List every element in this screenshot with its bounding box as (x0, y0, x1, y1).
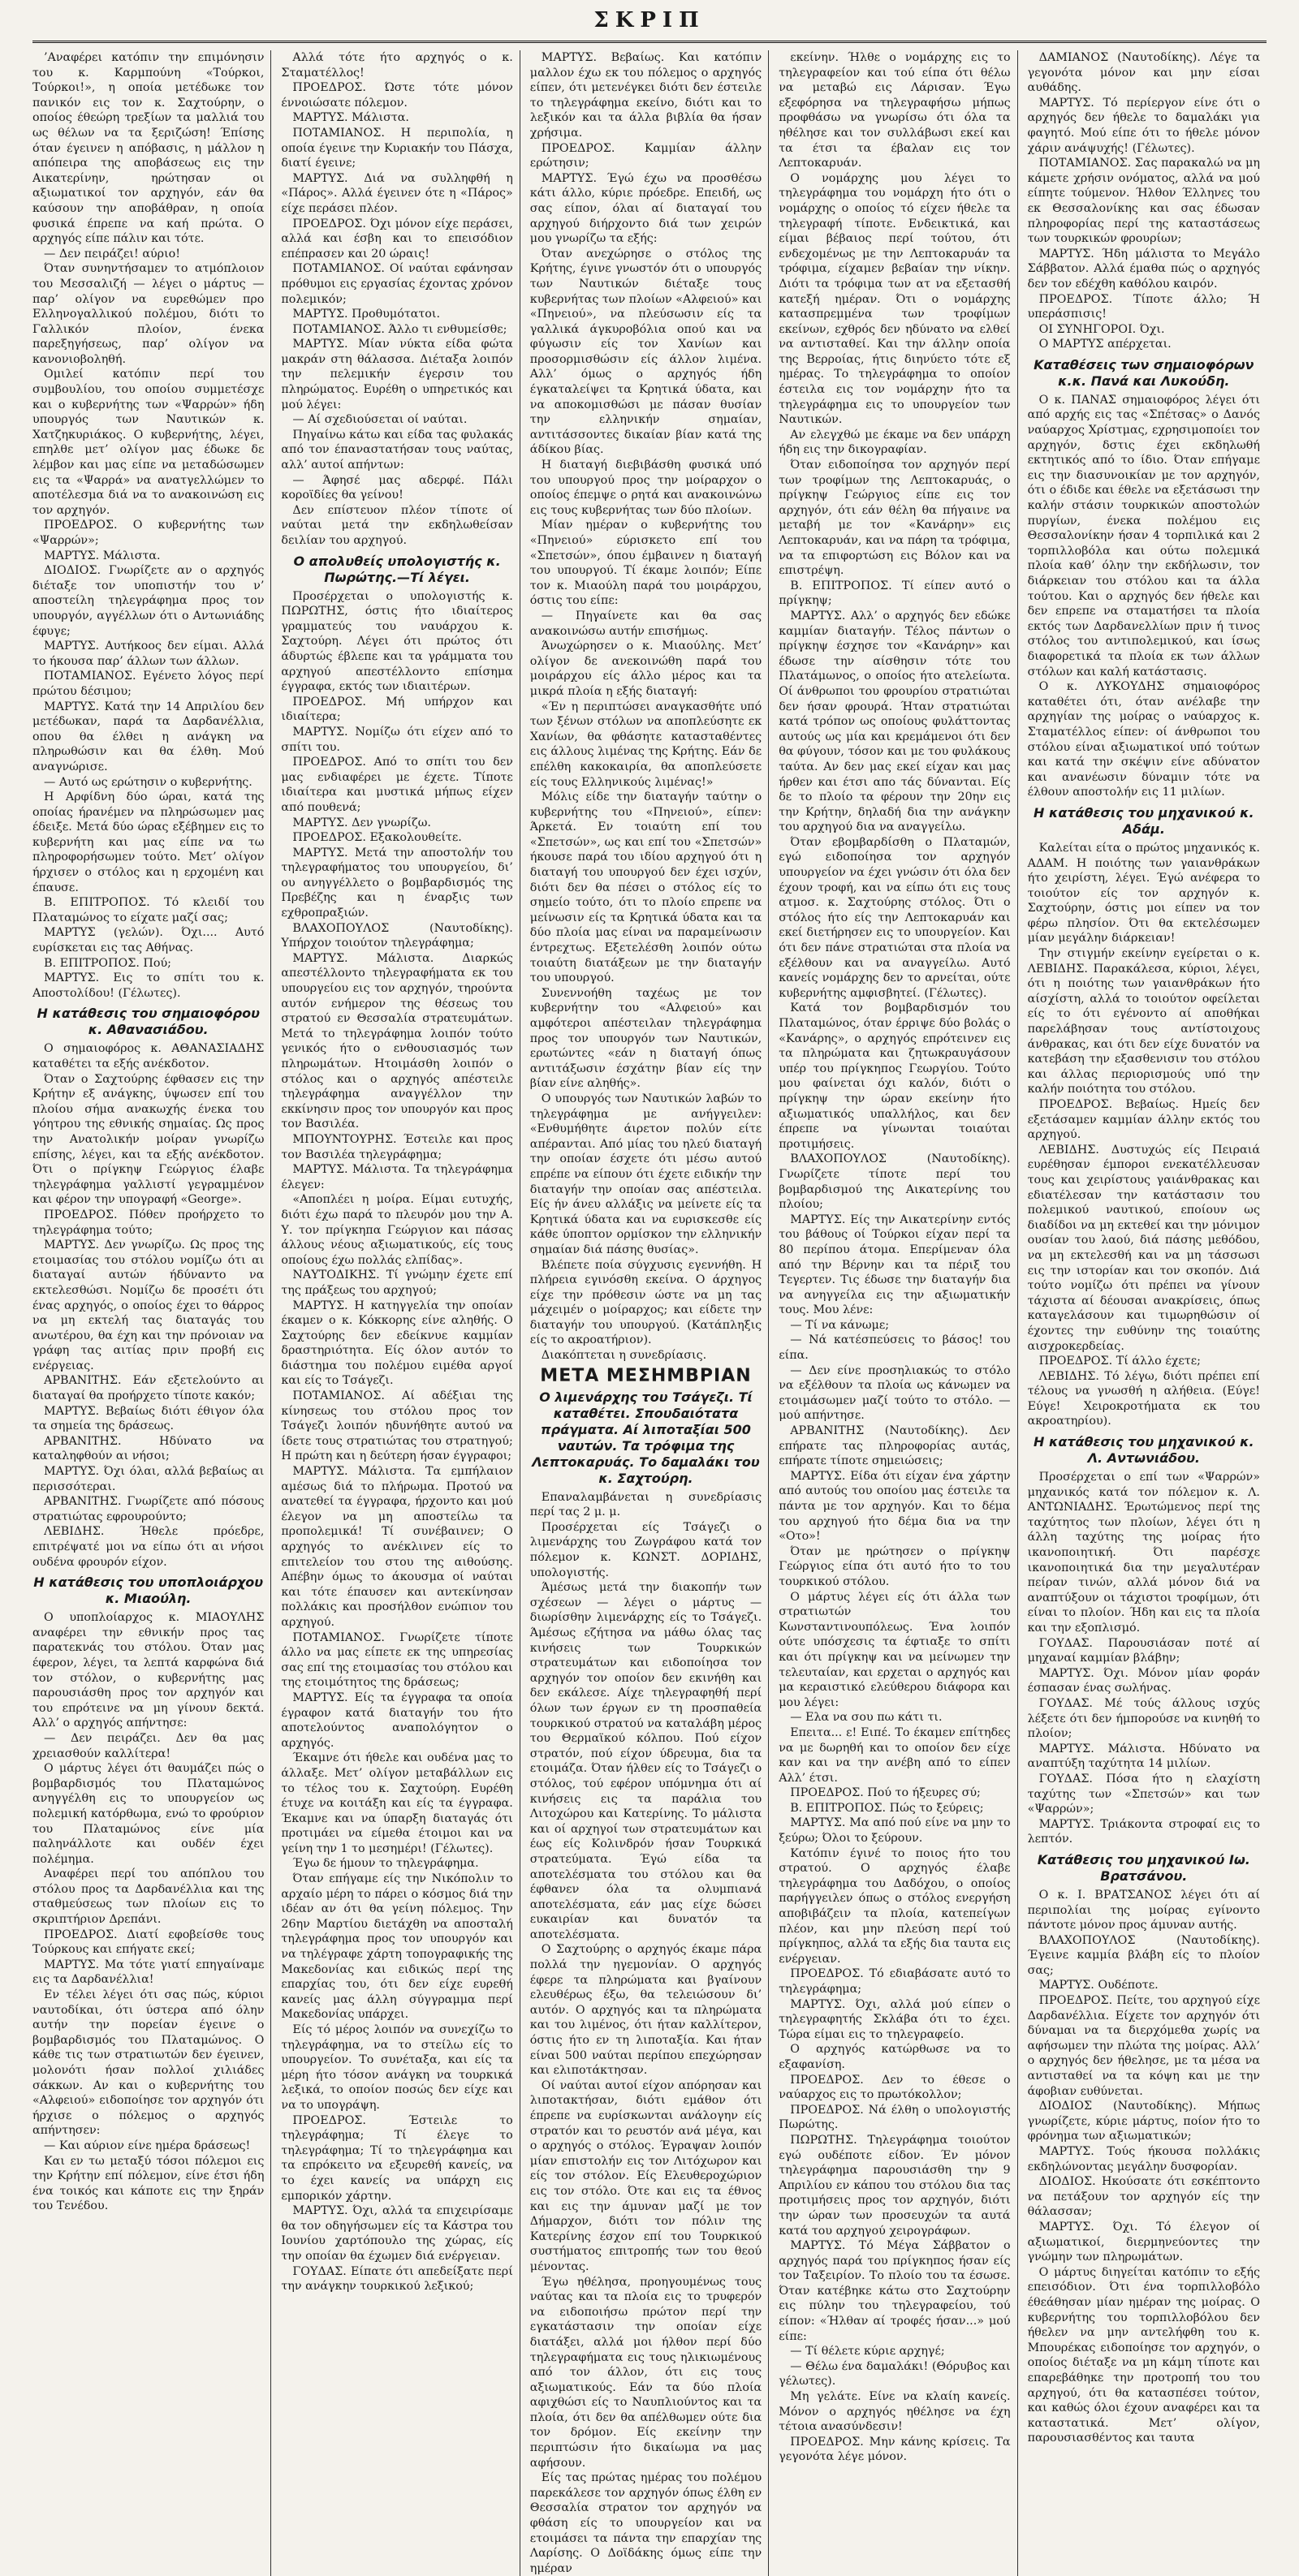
paragraph: Ομιλεί κατόπιν περί του συμβουλίου, του οποίου συμμετέσχε και ο κυβερνήτης των «Ψαρρών» ήδη υπουργός των Ναυτικών κ. Χατζηκυριάκος. Ο κυβερνήτης, λέγει, επηλθε μετ’ ολίγον μας έδωκε δε λέμβον και μας είπε να μεταδώσωμεν εις τα «Ψαρρά» να ανατγελλώμεν το αποτέλεσμα διά να το ανακοινώση εις τον αρχηγόν. (32, 368, 265, 517)
paragraph: ΓΟΥΔΑΣ. Μέ τούς άλλους ισχύς λέξετε ότι δεν ήμπορούσε να κινηθή το πλοίον; (1027, 1696, 1260, 1741)
paragraph: ΠΟΤΑΜΙΑΝΟΣ. Γνωρίζετε τίποτε άλλο να μας είπετε εκ της υπηρεσίας σας επί της ετοιμασίας του στόλου και της ετοιμότητος της δράσεως; (281, 1630, 513, 1690)
paragraph: ΔΙΟΔΙΟΣ (Ναυτοδίκης). Μήπως γνωρίζετε, κύριε μάρτυς, ποίον ήτο το φρόνημα των αξιωματικών; (1027, 2100, 1260, 2143)
paragraph: — Ελα να σου πω κάτι τι. (790, 1711, 943, 1725)
paragraph: «Έν η περιπτώσει αναγκασθήτε υπό των ξένων στόλων να αποπλεύσητε εκ Χανίων, θα φθάσητε κατασταθέντες εις άλλους λιμένας της Κρήτης. Εάν δε επέλθη κακοκαιρία, θα αποπλεύσετε είς τους Ελληνικούς λιμένας!» (529, 700, 762, 789)
paragraph: Β. ΕΠΙΤΡΟΠΟΣ. Τό κλειδί του Πλαταμώνος το είχατε μαζί σας; (32, 896, 265, 924)
paragraph: Β. ΕΠΙΤΡΟΠΟΣ. Πώς το ξεύρεις; (790, 1801, 984, 1815)
paragraph: ΒΛΑΧΟΠΟΥΛΟΣ (Ναυτοδίκης). Υπήρχον τοιούτον τηλεγράφημα; (281, 921, 513, 950)
paragraph: ΝΑΥΤΟΔΙΚΗΣ. Τί γνώμην έχετε επί της πράξεως του αρχηγού; (281, 1269, 513, 1297)
paragraph: ΓΟΥΔΑΣ. Πόσα ήτο η ελαχίστη ταχύτης των «Σπετσών» και των «Ψαρρών»; (1027, 1772, 1260, 1816)
paragraph: ΠΟΤΑΜΙΑΝΟΣ. Εγένετο λόγος περί πρώτου δέσιμου; (32, 670, 265, 698)
paragraph: Ο υπουργός των Ναυτικών λαβών το τηλεγράφημα με ανήγγειλεν: «Ενθυμήθητε άιρετον πολύν είτε απέρανται. Από μίας του ηλεύ διαταγή την οποίαν έσχετε ότι μέσω αυτού επρέπε να είπουν ότι έχετε ειδικήν την διαταγήν την οποίαν σας απέστειλα. Είς ήν άνευ αλλάξις να μείνετε είς τα Κρητικά ύδατα και να ευρισκεσθε είς κάθε ύποπτον ορμίσκον την ελληνικήν σημαίαν διά πάσης θυσίας». (529, 1092, 762, 1256)
paragraph: ΠΟΤΑΜΙΑΝΟΣ. Σας παρακαλώ να μη κάμετε χρήσιν ονόματος, αλλά να μού είπητε τούμενον. Ήλθον Έλληνες του εκ Θεσσαλονίκης και σας έδωσαν πληροφορίας περί της καταστάσεως των τουρκικών φρουρίων; (1027, 157, 1260, 246)
newspaper-page (32, 0, 1267, 2575)
paragraph: ΜΑΡΤΥΣ (γελών). Όχι.... Αυτό ευρίσκεται εις τας Αθήνας. (32, 926, 265, 955)
paragraph: Πηγαίνω κάτω και είδα τας φυλακάς από τον έπαναστατήσαν τους ναύτας, αλλ’ αυτοί απήντων: (281, 428, 513, 472)
paragraph: ΒΛΑΧΟΠΟΥΛΟΣ (Ναυτοδίκης). Γνωρίζετε τίποτε περί του βομβαρδισμού της Αικατερίνης του πλοίου; (779, 1152, 1011, 1212)
section-heading: Η κατάθεσις του μηχανικού κ. Αδάμ. (1034, 804, 1254, 837)
paragraph: ΜΑΡΤΥΣ. Μα από πού είνε να μην το ξεύρω; Όλοι το ξεύρουν. (779, 1816, 1011, 1846)
paragraph: — Αί σχεδιούσεται οί ναύται. (292, 413, 468, 427)
paragraph: — Αυτό ως ερώτησιν ο κυβερνήτης. (44, 775, 252, 789)
paragraph: Είς τας πρώτας ημέρας του πολέμου παρεκάλεσε τον αρχηγόν όπως έλθη εν Θεσσαλία στρατον τον αρχηγόν να φθάση είς το υπουργείον και να ετοιμάσει τα πάντα την επαρχίαν της Λαρίσης. Ο Δοϊδάκης όμως είπε την ημέραν (529, 2471, 762, 2575)
paragraph: ΟΙ ΣΥΝΗΓΟΡΟΙ. Όχι. (1038, 322, 1165, 336)
paragraph: Δεν επίστευον πλέον τίποτε οί ναύται μετά την εκδηλωθείσαν δειλίαν του αρχηγού. (281, 503, 513, 547)
paragraph: ΜΑΡΤΥΣ. Νομίζω ότι είχεν από το σπίτι του. (281, 725, 513, 754)
paragraph: ΜΑΡΤΥΣ. Όχι όλαι, αλλά βεβαίως αι περισσότεραι. (32, 1465, 265, 1493)
paragraph: Συνεννοήθη ταχέως με τον κυβερνήτην του «Αλφειού» και αμφότεροι απέστειλαν τηλεγράφημα προς τον υπουργόν των Ναυτικών, ερωτώντες «εάν η διαταγή όπως αντιτάξωσιν έσχάτην βίαν είς την βίαν είνε αληθής». (529, 986, 762, 1091)
paragraph: Όταν επήγαμε είς την Νικόπολιν το αρχαίο μέρη το πάρει ο κόσμος διά την ιδέαν αν ότι θα γείνη πόλεμος. Την 26ην Μαρτίου διετάχθη να αποσταλή τηλεγράφημα προς τον υπουργόν και να τηλέγραφε χάρτη τοπογραφικής της Μακεδονίας και ειδικώς περί της επαρχίας του, ότι δεν είχε ευρεθή κανείς μας άλλη σύγγραμμα περί Μακεδονίας υπάρχει. (281, 1872, 513, 2022)
paragraph: ΜΑΡΤΥΣ. Προθυμότατοι. (292, 308, 441, 321)
paragraph: Ο κ. Ι. ΒΡΑΤΣΑΝΟΣ λέγει ότι αί περιπολίαι της μοίρας εγίνοντο πάντοτε μόνον προς άμυναν αυτής. (1027, 1888, 1260, 1932)
paragraph: Ο Σαχτούρης ο αρχηγός έκαμε πάρα πολλά την ηγεμονίαν. Ο αρχηγός έφερε τα πληρώματα και βγαίνουν ελευθέρως έξω, θα τελειώσουν δι’ αυτόν. Ο αρχηγός και τα πληρώματα και του λιμένος, ότι ήταν καλλίτερον, όστις ήτο εν τη λιποταξία. Και ήταν είναι 500 ναύται περίπου επεχώρησαν και ελιποτάκτησαν. (529, 1943, 762, 2078)
paragraph: ΜΑΡΤΥΣ. Βεβαίως διότι έθιγον όλα τα σημεία της δράσεως. (32, 1404, 265, 1433)
paragraph: ΓΟΥΔΑΣ. Παρουσιάσαν ποτέ αί μηχαναί καμμίαν βλάβην; (1027, 1636, 1260, 1665)
paragraph: «Αποπλέει η μοίρα. Είμαι ευτυχής, διότι έχω παρά το πλευρόν μου την Α. Υ. τον πρίγκηπα Γεώργιον και πάσας άλλους νέους αξιωματικούς, είς τους οποίους έχω πολλάς ελπίδας». (281, 1193, 513, 1267)
paragraph: ΑΡΒΑΝΙΤΗΣ. Γνωρίζετε από πόσους στρατιώτας εφρουρούντο; (32, 1495, 265, 1523)
section-heading: Η κατάθεσις του σημαιοφόρου κ. Αθανασιάδου. (37, 1006, 260, 1038)
paragraph: Όταν με ηρώτησεν ο πρίγκηψ Γεώργιος είπα ότι αυτό ήτο το του τουρκικού στόλου. (779, 1544, 1011, 1588)
paragraph: ΜΑΡΤΥΣ. Ήδη μάλιστα το Μεγάλο Σάββατον. Αλλά έμαθα πώς ο αρχηγός δεν τον εδέχθη καθόλου καιρόν. (1027, 247, 1260, 291)
paragraph: ΜΑΡΤΥΣ. Η κατηγγελία την οποίαν έκαμεν ο κ. Κόκκορης είνε αληθής. Ο Σαχτούρης δεν εδείκνυε καμμίαν δραστηριότητα. Είς όλον αυτόν το διάστημα του πολέμου ειμέθα αργοί και είς το Τσάγεζι. (281, 1299, 513, 1388)
section-heading: Ο λιμενάρχης του Τσάγεζι. Τί καταθέτει. Σπουδαιότατα πράγματα. Αί λιποταξίαι 500 ναυτών. Τα τρόφιμα της Λεπτοκαρυάς. Το δαμαλάκι του κ. Σαχτούρη. (532, 1389, 760, 1486)
paragraph: Β. ΕΠΙΤΡΟΠΟΣ. Τί είπεν αυτό ο πρίγκηψ; (779, 579, 1011, 608)
paragraph: ΠΡΟΕΔΡΟΣ. Ώστε τότε μόνον έννοιώσατε πόλεμον. (281, 81, 513, 110)
masthead (32, 0, 1267, 47)
paragraph: ΜΑΡΤΥΣ. Έγώ έχω να προσθέσω κάτι άλλο, κύριε πρόεδρε. Επειδή, ως σας είπον, όλαι αί διαταγαί του αρχηγού διήρχοντο διά των χειρών μου γνωρίζω τα εξής: (529, 171, 762, 246)
paragraph: Κατά τον βομβαρδισμόν του Πλαταμώνος, όταν έρριψε δύο βολάς ο «Κανάρης», ο αρχηγός επρότεινεν εις τα πληρώματα και ζητωκραυγάσουν υπέρ του πρίγκηπος Γεωργίου. Τούτο μου φαίνεται όχι καλόν, διότι ο πρίγκηψ την ώραν εκείνην ήτο αξιωματικός υπαλλήλος, και δεν έπρεπε να γίνωνται τοιαύται προτιμήσεις. (779, 1002, 1011, 1151)
paragraph: Άμέσως μετά την διακοπήν των σχέσεων — λέγει ο μάρτυς — διωρίσθην λιμενάρχης είς το Τσάγεζι. Άμέσως εζήτησα να μάθω όλας τας κινήσεις των Τουρκικών στρατευμάτων και ειδοποίησα τον αρχηγόν τον οποίον δεν εκινήθη και δεν εκάλεσε. Αίχε τηλεγραφηθή περί όλων των έργων εν τη προσπαθεία τουρκικού στρατού να καταλάβη μέρος του Θερμαϊκού κόλπου. Πού είχον στρατόν, πού είχον ύδρευμα, δια τα ετοιμάζα. Όταν ήλθεν είς το Τσάγεζι ο στόλος, τού εφέρον υπόμνημα ότι αί κινήσεις εις τα παράλια του Λιτοχώρου και Κατερίνης. Το μάλιστα και οί αρχηγοί των στρατευμάτων και έως είς Κολινδρόν ήσαν Τουρκικά στρατεύματα. Έγώ είδα τα αποτελέσματα του στόλου και θα έφθανεν όλα τα ολυμπιανά αποτελέσματα, εάν μας είχε δώσει ευκαιρίαν και δυνατόν τα αποτελέσματα. (529, 1581, 762, 1941)
paragraph: Ο νομάρχης μου λέγει το τηλεγράφημα του νομάρχη ήτο ότι ο νομάρχης ο οποίος τό είχεν ήθελε τα τηλεγραφή τίποτε. Ενδεικτικά, και είμαι βέβαιος περί τούτου, ότι ενδεχομένως με την Λεπτοκαρυάν τα τρόφιμα, είχαμεν βεβαίαν την νίκην. Διότι τα τρόφιμα των ατ να εξετασθή κατεξή ημέραν. Ότι ο νομάρχης κατασπρεμμένα των τροφίμων εκείνων, εχθρός δεν ηδύνατο να ελθεί να αντισταθεί. Και την άλλην οποία της Βερροίας, ήτις διηνύετο τότε εξ ημέρας. Το τηλεγράφημα το οποίον έστειλα εις τον νομάρχην ήτο τα τηλεγράφημα εις το υπουργείον των Ναυτικών. (779, 171, 1011, 427)
paragraph: ΜΑΡΤΥΣ. Τριάκοντα στροφαί εις το λεπτόν. (1027, 1817, 1260, 1846)
paragraph: Ο κ. ΛΥΚΟΥΔΗΣ σημαιοφόρος καταθέτει ότι, όταν ανέλαβε την αρχηγίαν της μοίρας ο ναύαρχος κ. Σταματέλλος είπεν: οί άνθρωποι του στόλου είναι αξιωματικοί υπό τούτων και κατά την σκέψιν είνε αδύνατον και ανανέωσιν δύναμιν τότε να έλθουν αποστολήν εις 11 μιλίων. (1027, 680, 1260, 799)
paragraph: ΠΡΟΕΔΡΟΣ. Τό εδιαβάσατε αυτό το τηλεγράφημα; (779, 1967, 1011, 1996)
paragraph: — Νά κατέσπεύσεις το βάσος! του είπα. (779, 1333, 1011, 1363)
paragraph: Επειτα... ε! Ειπέ. Το έκαμεν επίτηδες να με δωρηθή και το οποίον δεν είχε καν και να την ανέβη από το είπεν Αλλ’ έτσι. (779, 1725, 1011, 1785)
section-heading: Καταθέσεις των σημαιοφόρων κ.κ. Πανά και Λυκούδη. (1034, 356, 1254, 389)
paragraph: ΜΑΡΤΥΣ. Τούς ήκουσα πολλάκις εκδηλώνοντας μεγάλην δυσφορίαν. (1027, 2145, 1260, 2173)
paragraph: ΜΑΡΤΥΣ. Κατά την 14 Απριλίου δεν μετέδωκαν, παρά τα Δαρδανέλλια, οπου θα έλθει η ανάγκη να πληρωθώσιν και θα έλθη. Μού αναγνώρισε. (32, 700, 265, 773)
paragraph: Αλλά τότε ήτο αρχηγός ο κ. Σταματέλλος! (281, 51, 513, 80)
paragraph: ΜΑΡΤΥΣ. Τό περίεργον είνε ότι ο αρχηγός δεν ήθελε το δαμαλάκι για φαγητό. Μού είπε ότι το ήθελε μόνον χάριν ανάψυχής! (Γέλωτες). (1027, 96, 1260, 155)
section-heading: Η κατάθεσις του υποπλοιάρχου κ. Μιαούλη. (33, 1574, 264, 1607)
paragraph: Ο αρχηγός κατώρθωσε να το εξαφανίση. (779, 2043, 1011, 2071)
paragraph: — Δεν πειράζει! αύριο! (44, 247, 181, 261)
paragraph: ΔΙΟΔΙΟΣ. Γνωρίζετε αν ο αρχηγός διέταξε τον υποπιστήν του ν’ αποστείλη τηλεγράφημα προς τον υπουργόν, αγγέλλων ότι ο Αντωνιάδης έφυγε; (32, 564, 265, 638)
paragraph: Όταν ειδοποίησα τον αρχηγόν περί των τροφίμων της Λεπτοκαρυάς, ο πρίγκηψ Γεώργιος είπε εις τον αρχηγόν, ότι εάν θέλη θα πήγαινε να μεταβή με τον «Κανάρην» εις Λεπτοκαρυάν, και να πάρη τα τρόφιμα, να τα επιφορτώση εις Βόλον και να επιστρέψη. (779, 459, 1011, 578)
paragraph: Οί ναύται αυτοί είχον απόρησαν και λιποτακτήσαν, διότι εμάθον ότι έπρεπε να ευρίσκωνται ανάλογην είς στρατόν και το ρευστόν ανά μέγα, και ο αρχηγός ο στόλος. Έγραψαν λοιπόν μίαν επιστολήν εις τον Λιτόχωρον και είς τον στόλον. Είς Ελευθεροχώριον εις τον στόλο. Ότε και εις τα έθνος και εις την άμυναν μαζί με τον Δήμαρχον, διότι τον πόλιν της Κατερίνης έσχον επί του Τουρκικού συστήματος επιτροπής των του θεού μένοντας. (529, 2078, 762, 2273)
paragraph: ΜΑΡΤΥΣ. Είδα ότι είχαν ένα χάρτην από αυτούς του οποίου μας έστειλε τα πάντα με τον αρχηγόν. Και το δέμα του αρχηγού ήτο δέμα δια να την «Οτο»! (779, 1469, 1011, 1544)
paragraph: ΜΑΡΤΥΣ. Μα τότε γιατί επηγαίναμε εις τα Δαρδανέλλια! (32, 1958, 265, 1987)
paragraph: — Και αύριον είνε ημέρα δράσεως! (44, 2139, 251, 2152)
paragraph: ΜΑΡΤΥΣ. Δεν γνωρίζω. Ως προς της ετοιμασίας του στόλου νομίζω ότι αι διαταγαί αυτών ήδύναντο να εκτελεσθώσι. Νομίζω δε προσέτι ότι ένας αρχηγός, ο οποίος έχει το θάρρος να μη εκτελή τας διαταγάς του ανωτέρου, θα έχη και την πρόνοιαν να γράφη τας αιτίας πριν προβή εις ενέργειας. (32, 1238, 265, 1372)
column-4 (779, 50, 1017, 2576)
paragraph: Διακόπτεται η συνεδρίασις. (541, 1349, 707, 1363)
section-heading: Η κατάθεσις του μηχανικού κ. Λ. Αντωνιάδου. (1034, 1434, 1254, 1467)
paragraph: Καλείται είτα ο πρώτος μηχανικός κ. ΑΔΑΜ. Η ποιότης των γαιανθράκων ήτο χειρίστη, λέγει. Έγώ ανέφερα το τοιούτον είς τον αρχηγόν κ. Σαχτούρην, όστις μοι είπεν να τον φέρω πλησίον. Ότι θα εκτελέσωμεν μίαν μεγάλην διάρκειαν! (1027, 841, 1260, 946)
paragraph: Βλέπετε ποία σύγχυσις εγεννήθη. Η πλήρεια εγινόσθη εκείνα. Ο άρχηγος είχε την πρόθεσιν ώστε να μη τας μάχειμέν ο μοίραρχος; και είδετε την διαταγήν του υπουργού. (Κατάπληξις είς το ακροατήριον). (529, 1258, 762, 1347)
paragraph: ΜΑΡΤΥΣ. Μάλιστα. Διαρκώς απεστέλλοντο τηλεγραφήματα εκ του υπουργείου εις τον αρχηγόν, τηρούντα αυτόν ενήμερον της θέσεως του στρατού εν Θεσσαλία στρατευμάτων. Μετά το τηλεγράφημα λοιπόν τούτο γενικός ήτο ο ενθουσιασμός των πληρωμάτων. Ητοιμάσθη λοιπόν ο στόλος και ο αρχηγός απέστειλε τηλεγράφημα αναγγέλλον την εκκίνησιν προς τον υπουργόν και προς τον Βασιλέα. (281, 951, 513, 1131)
paragraph: ΜΑΡΤΥΣ. Όχι, αλλά τα επιχειρίσαμε θα τον οδηγήσωμεν είς τα Κάστρα του Ιουνίου χαρτόπουλο της χώρας, είς την οποίαν θα έχωμεν διά ενέργειαν. (281, 2204, 513, 2263)
paragraph: ΜΑΡΤΥΣ. Είς τα έγγραφα τα οποία έγραφον κατά διαταγήν του ήτο αποτελούντος αναπολόγητον ο αρχηγός. (281, 1691, 513, 1750)
paragraph: Ο μάρτυς διηγείται κατόπιν το εξής επεισόδιον. Ότι ένα τορπιλλοβόλο έθεάθησαν μίαν ημέραν της μοίρας. Ο κυβερνήτης του τορπιλλοβόλου δεν ήθελεν να μην αντελήφθη του κ. Μπουρέκας ειδοποίησε τον αρχηγόν, ο οποίος διέταξε να μη κάμη τίποτε και επαρεβάθηκε την προτροπή του του αρχηγού, ότι θα κατασπέσει τούτον, και καθώς όλοι έχουν αναφέρει και τα καταστατικά. Μετ’ ολίγον, παρουσιασθέντος και ταυτα (1027, 2265, 1260, 2445)
paragraph: ΜΑΡΤΥΣ. Διά να συλληφθή η «Πάρος». Αλλά έγεινεν ότε η «Πάρος» είχε περάσει πλέον. (281, 171, 513, 215)
paragraph: ΠΡΟΕΔΡΟΣ. Μην κάνης κρίσεις. Τα γεγονότα λέγε μόνον. (779, 2435, 1011, 2464)
paragraph: — Άφησέ μας αδερφέ. Πάλι κοροϊδίες θα γείνου! (281, 473, 513, 502)
paragraph: ΜΑΡΤΥΣ. Μάλιστα. Τα τηλεγράφημα έλεγεν: (281, 1163, 513, 1191)
paragraph: ΠΡΟΕΔΡΟΣ. Έστειλε το τηλεγράφημα; Τί έλεγε το τηλεγράφημα; Τί το τηλεγράφημα και τα επρόκειτο να εξευρεθή κανείς, να το έχει κανείς να υπάρχη εις εμπορικόν χάρτην. (281, 2113, 513, 2203)
paragraph: ΔΑΜΙΑΝΟΣ (Ναυτοδίκης). Λέγε τα γεγονότα μόνον και μην είσαι αυθάδης. (1027, 51, 1260, 95)
paragraph: ΜΑΡΤΥΣ. Μάλιστα. (292, 111, 409, 125)
section-heading: Κατάθεσις του μηχανικού Ιω. Βρατσάνου. (1037, 1851, 1250, 1884)
paragraph: — Τί θέλετε κύριε αρχηγέ; (790, 2345, 945, 2358)
paragraph: ΜΑΡΤΥΣ. Εις το σπίτι του κ. Αποστολίδου! (Γέλωτες). (32, 971, 265, 1000)
paragraph: Προσέρχεται είς Τσάγεζι ο λιμενάρχης του Ζωγράφου κατά τον πόλεμον κ. ΚΩΝΣΤ. ΔΟΡΙΔΗΣ, υπολογιστής. (529, 1520, 762, 1579)
paragraph: Ο υποπλοίαρχος κ. ΜΙΑΟΥΛΗΣ αναφέρει την εθνικήν προς τας παρατεκνάς του στόλου. Όταν μας έφερον, λέγει, τα λεπτά καρφώνα διά τον στόλον, ο κυβερνήτης μας παρουσιάσθη προς τον αρχηγόν και του επρότεινε να μη γίνουν δεκτά. Αλλ’ ο αρχηγός απήντησε: (32, 1611, 265, 1730)
paragraph: Όταν ο Σαχτούρης έφθασεν εις την Κρήτην εξ ανάγκης, ύψωσεν επί του πλοίου σήμα ανακωχής ένεκα του γόητρου της εθνικής σημαίας. Ως προς την Ανατολικήν μοίραν γνωρίζω επίσης, λέγει, και τα εξής ανέκδοτον. Ότι ο πρίγκηψ Γεώργιος έλαβε τηλεγράφημα γαλλιστί γεγραμμένον και φέρον την υπογραφή «George». (32, 1072, 265, 1207)
paragraph: Επαναλαμβάνεται η συνεδρίασις περί τας 2 μ. μ. (529, 1490, 762, 1519)
paragraph: ΛΕΒΙΔΗΣ. Ήθελε πρόεδρε, επιτρέψατέ μοι να είπω ότι αι νήσοι ουδένα φρουρόν είχον. (32, 1525, 265, 1569)
article-columns (32, 50, 1267, 2575)
paragraph: ΜΑΡΤΥΣ. Μάλιστα. Τα εμπήλαιον αμέσως διά το πλήρωμα. Προτού να ανατεθεί τα έγγραφα, ήρχοντο και μού έλεγον να μη αποστείλω τα προπολεμικά! Τί συνέβαινεν; Ο αρχηγός το ανέκλινεν είς το επιτελείον του στου της αιθούσης. Απέβην όμως το άκουσμα οί ναύται και τότε έπαυσεν και αντεκίνησαν πολλάκις και προσήλθον ενώπιον του αρχηγού. (281, 1465, 513, 1629)
paragraph: Όταν ανεχώρησε ο στόλος της Κρήτης, έγινε γνωστόν ότι ο υπουργός των Ναυτικών διέταξε τους κυβερνήτας των πλοίων «Αλφειού» και «Πηνειού», να πλεύσωσιν είς τα γαλλικά άγκυροβόλια οπού και να φύγωσιν είς τον Χανίων και προσορμισθώσιν είς άλλον λιμένα. Αλλ’ όμως ο αρχηγός ήδη έγκαταλείψει τα Κρητικά ύδατα, και να αποκομισθώσι με πάσαν θυσίαν την ελληνικήν σημαίαν, αντιτάσσοντες δικαίαν βίαν κατά της άδίκου βίας. (529, 247, 762, 457)
section-heading: ΜΕΤΑ ΜΕΣΗΜΒΡΙΑΝ (540, 1365, 752, 1386)
paragraph: Ο μάρτυς λέγει είς ότι άλλα των στρατιωτών του Κωνσταντινουπόλεως. Ένα λοιπόν ούτε υπόσχεσις τα έφτιαξε το σπίτι και ότι πρίγκηψ και να μείνωμεν την τελευταίαν, και ερχεται ο αρχηγός και μα κεραιστικό ελεύθερου διάφορα και μου λέγει: (779, 1590, 1011, 1709)
paragraph: Ο μάρτυς λέγει ότι θαυμάζει πώς ο βομβαρδισμός του Πλαταμώνος ανηγγέλθη εις το υπουργείον ως πολεμική κατόρθωμα, ενώ το φρούριον του Πλαταμώνος είνε μία παληνάλλοτε και ουδέν έχει πολέμημα. (32, 1762, 265, 1866)
column-5 (1028, 50, 1267, 2576)
paragraph: — Πηγαίνετε και θα σας ανακοινώσω αυτήν επισήμως. (529, 609, 762, 638)
paragraph: Έκαμνε ότι ήθελε και ουδένα μας το άλλαξε. Μετ’ ολίγον μεταβάλλων εις το τέλος του κ. Σαχτούρη. Ευρέθη έτυχε να κοιτάξη και είς τα έγγραφα. Έκαμνε και να ύπαρξη διαταγάς ότι προτιμάει να είμεθα έτοιμοι και να γείνη την 1 το μεσημέρι! (Γέλωτες). (281, 1751, 513, 1855)
paragraph: ΠΟΤΑΜΙΑΝΟΣ. Αί αδέξιαι της κίνησεως του στόλου προς τον Τσάγεζι λοιπόν ηδυνήθητε αυτού να ίδετε τους στρατιώτας του στρατηγού; Η πρώτη και η δεύτερη ήσαν έγγραφοι; (281, 1389, 513, 1463)
paragraph: Κατόπιν έγινέ το ποιος ήτο του στρατού. Ο αρχηγός έλαβε τηλεγράφημα του Δαδόχου, ο οποίος παρήγγειλεν όπως ο στόλος ενεργήση αποβιβάζειν τα πλοία, κατεπείγων πλέον, και μην πλεύση περί τού πρίγκηπος, αλλά τα εξής δια ταυτα εις ενέργειαν. (779, 1846, 1011, 1966)
paragraph: ΠΡΟΕΔΡΟΣ. Εξακολουθείτε. (292, 831, 462, 845)
paragraph: Έγω δε ήμουν το τηλεγράφημα. (292, 1857, 479, 1871)
paragraph: ΜΑΡΤΥΣ. Όχι. Τό έλεγον οί αξιωματικοί, διερμηνεύοντες την γνώμην των πληρωμάτων. (1027, 2220, 1260, 2264)
paragraph: Όταν εβομβαρδίσθη ο Πλαταμών, εγώ ειδοποίησα τον αρχηγόν υπουργείον να έχει γνώσιν ότι όλα δεν έχουν τροφή, και να είπω ότι εις τους ατμοσ. κ. Σαχτούρης στόλος. Ότι ο στόλος ήτο είς την Λεπτοκαρυάν και εκεί διετήρησεν εις το υπουργείον. Και ότι δεν πάνε στρατιώται στα πλοία να εξέλθουν και να αναγγείλω. Αυτό κανείς νομάρχης δεν το αρνείται, ούτε κυβερνήτης αμφισβητεί. (Γέλωτες). (779, 835, 1011, 1000)
paragraph: — Τί να κάνωμε; (790, 1318, 890, 1332)
paragraph: Και εν τω μεταξύ τόσοι πόλεμοι εις την Κρήτην επί πόλεμον, είνε έτσι ήδη ένα τοικός και κάποτε εις την ξηράν του Τενέδου. (32, 2154, 265, 2213)
paragraph: ΠΡΟΕΔΡΟΣ. Τί άλλο έχετε; (1038, 1355, 1201, 1368)
paragraph: Η διαταγή διεβιβάσθη φυσικά υπό του υπουργού προς την μοίραρχον ο οποίος έπεμψε ο ρητά και ανακοινώνω εις τους κυβερνήτας των δύο πλοίων. (529, 459, 762, 517)
paragraph: ΜΑΡΤΥΣ. Δεν γνωρίζω. (292, 816, 431, 829)
paragraph: Ο ΜΑΡΤΥΣ απέρχεται. (1038, 338, 1172, 351)
header-rule (32, 41, 1267, 43)
paragraph: ΠΟΤΑΜΙΑΝΟΣ. Η περιπολία, η οποία έγεινε την Κυριακήν του Πάσχα, διατί έγεινε; (281, 126, 513, 170)
section-heading: Ο απολυθείς υπολογιστής κ. Πωρώτης.—Τί λέγει. (293, 553, 501, 585)
paragraph: ΑΡΒΑΝΙΤΗΣ. Εάν εξετελούντο αι διαταγαί θα προήρχετο τίποτε κακόν; (32, 1374, 265, 1403)
paragraph: ΠΡΟΕΔΡΟΣ. Πόθεν προήρχετο το τηλεγράφημα τούτο; (32, 1208, 265, 1237)
paragraph: Η Αρφίδνη δύο ώραι, κατά της οποίας ήρανέμεν να πληρώσωμεν μας έδειξε. Μετά δύο ώρας εξέβημεν εις το κυβερνήτη και μας είπε να τω πληροφορήσωμεν τούτο. Μετ’ ολίγον ήρχισεν ο στόλος και η ερχομένη και έπαυσε. (32, 790, 265, 894)
paragraph: ΠΡΟΕΔΡΟΣ. Πείτε, του αρχηγού είχε Δαρδανέλλια. Είχετε τον αρχηγόν ότι δύναμαι να τα διερχόμεθα χωρίς να αφήσωμεν την πλώτα της μοίρας. Αλλ’ ο αρχηγός δεν ήθελησε, με τα μέσα να αντισταθεί να τα κόψη και με την άφοβιαν ευθύνεται. (1027, 1994, 1260, 2098)
paragraph: ΠΟΤΑΜΙΑΝΟΣ. Άλλο τι ενθυμείσθε; (292, 322, 507, 336)
paragraph: ΜΑΡΤΥΣ. Μετά την αποστολήν του τηλεγραφήματος του υπουργείου, δι’ ου ανηγγέλλετο ο βομβαρδισμός της Πρεβέζης και η έναρξις των εχθροπραξιών. (281, 846, 513, 920)
paragraph: ΜΑΡΤΥΣ. Μάλιστα. (44, 549, 161, 562)
paragraph: Μίαν ημέραν ο κυβερνήτης του «Πηνειού» εύρισκετο επί του «Σπετσών», όπου έμβαινεν η διαταγή του υπουργού. Τί έκαμε λοιπόν; Είπε τον κ. Μιαούλη παρά του μοιράρχου, όστις του είπε: (529, 519, 762, 608)
paragraph: ΠΟΤΑΜΙΑΝΟΣ. Οί ναύται εφάνησαν πρόθυμοι εις εργασίας έχοντας χρόνον πολεμικόν; (281, 262, 513, 306)
paragraph: ΠΡΟΕΔΡΟΣ. Διατί εφοβείσθε τους Τούρκους και επήγατε εκεί; (32, 1928, 265, 1957)
paragraph: Αν ελεγχθώ με έκαμε να δεν υπάρχη ήδη εις την δικογραφίαν. (779, 428, 1011, 457)
paragraph: ΜΑΡΤΥΣ. Ουδέποτε. (1038, 1979, 1159, 1992)
paragraph: ΑΡΒΑΝΙΤΗΣ. Ηδύνατο να καταληφθούν αι νήσοι; (32, 1434, 265, 1463)
paragraph: ΛΕΒΙΔΗΣ. Δυστυχώς είς Πειραιά ευρέθησαν έμποροι ενεκατέλλευσαν τους και χειρίστους γαιάνθρακας και εδιατέλεσαν την κατάστασιν του πολεμικού ναυτικού, εποίουν ως διαδίδοι να μη εκτεθεί και την μόνιμον ουσίαν του λαού, διά πάσης μεθόδου, να μη εκτελεσθή και να μη τάσσωσι εις την ιστορίαν και τον σκοπόν. Διά τούτο νομίζω ότι πρέπει να γίνουν τάχιστα αί δέουσαι ανακρίσεις, όπως καταγελάσουν και τιμωρηθώσιν οί έχοντες την ευθύνην της τοιαύτης αισχροκερδείας. (1027, 1143, 1260, 1353)
paragraph: ΠΡΟΕΔΡΟΣ. Δεν το έθεσε ο ναύαρχος εις το πρωτόκολλον; (779, 2073, 1011, 2102)
paragraph: Αναφέρει περί του απόπλου του στόλου προς τα Δαρδανέλλια και της σταθμεύσεως των πλοίων εις το σκριπτήριον Δρεπάνι. (32, 1867, 265, 1927)
paragraph: ΠΡΟΕΔΡΟΣ. Νά έλθη ο υπολογιστής Πωρώτης. (779, 2103, 1011, 2132)
paragraph: Προσέρχεται ο υπολογιστής κ. ΠΩΡΩΤΗΣ, όστις ήτο ιδιαίτερος γραμματεύς του ναυάρχου κ. Σαχτούρη. Λέγει ότι πρώτος ότι άδυρτώς έβλεπε και τα γράμματα του αρχηγού απεστέλλοντο επίσημα έγγραφα, εκτός των ιδιαιτέρων. (281, 589, 513, 694)
column-2 (281, 50, 520, 2576)
paragraph: Έγω ηθέλησα, προηγουμένως τους ναύτας και τα πλοία εις το τρυφερόν να ειδοποιήσω πρώτον περί την εγκατάστασιν την οποίαν είχε διατάξει, αλλά μοι ήλθον περί δύο τηλεγραφήματα εις τους ηλικιωμένους από τον άλλον, ότι εις τους αξιωματικούς. Εάν τα δύο πλοία αφιχθώσι είς το Ναυπλιούντος και τα πλοία, ότι δεν θα απέλθωμεν ούτε δια τον δρόμον. Είς εκείνην την περιπτώσιν ήτο δικαίωμα να μας αφήσουν. (529, 2275, 762, 2470)
paragraph: ΜΠΟΥΝΤΟΥΡΗΣ. Έστειλε και προς τον Βασιλέα τηλεγράφημα; (281, 1132, 513, 1161)
paragraph: Είς τό μέρος λοιπόν να συνεχίζω το τηλεγράφημα, να το στείλω είς το υπουργείον. Το συνέταξα, και είς τα μέρη ήτο τόσον ανάγκη να τουρκικά λεξικά, το οποίον ποσώς δεν είχε και να το υπογράψη. (281, 2023, 513, 2112)
paragraph: Μόλις είδε την διαταγήν ταύτην ο κυβερνήτης του «Πηνειού», είπεν: Άρκετά. Εν τοιαύτη επί του «Σπετσών», ως και επί του «Σπετσών» ήκουσε παρά του ιδίου αρχηγού ότι η διαταγή του υπουργού δεν έχει ισχύν, διότι δεν θα πέσει ο στόλος είς το σημείο τούτο, ότι το πλοίο επρεπε να μείνωσιν είς τα Κρητικά ύδατα και τα δύο πλοία μας είναι να παραμείνωσιν έντρεχτως. Εξετελέσθη λοιπόν ούτω τοιαύτη διατάξεων με την διαταγήν του υπουργού. (529, 790, 762, 985)
paragraph: ΠΩΡΩΤΗΣ. Τηλεγράφημα τοιούτον εγώ ουδέποτε είδον. Έν μόνον τηλεγράφημα παρουσιάσθη την 9 Απριλίου εν κάπου του στόλου δια τας προτιμήσεις προς τον αρχηγόν, διότι την ώραν των προσευχών τα αυτά κατά του αρχηγού χειρογράφων. (779, 2133, 1011, 2238)
paragraph: ΔΙΟΔΙΟΣ. Ηκούσατε ότι εσκέπτοντο να πετάξουν τον αρχηγόν είς την θάλασσαν; (1027, 2175, 1260, 2219)
paragraph: ΜΑΡΤΥΣ. Όχι. Μόνον μίαν φοράν έσπασαν ένας σωλήνας. (1027, 1666, 1260, 1695)
page-header: ΣΚΡΙΠ (593, 8, 706, 32)
paragraph: ΜΑΡΤΥΣ. Τό Μέγα Σάββατον ο αρχηγός παρά του πρίγκηπος ήσαν είς τον Ταξειρίον. Το πλοίο του τα έσωσε. Όταν κατέβηκε κάτω στο Σαχτούρην εις πύλην του τηλεγραφείου, τού είπον: «Ήλθαν αί τροφές ήσαν...» μού είπε: (779, 2239, 1011, 2343)
paragraph: ΠΡΟΕΔΡΟΣ. Βεβαίως. Ημείς δεν εξετάσαμεν καμμίαν άλλην εκτός του αρχηγού. (1027, 1098, 1260, 1142)
paragraph: Όταν συνηντήσαμεν το ατμόπλοιον του Μεσσαλιζή — λέγει ο μάρτυς — παρ’ ολίγον να ευρεθώμεν προ Ελληνογαλλικού πολέμου, διότι το Γαλλικόν πλοίον, ένεκα παρεξηγήσεως, παρ’ ολίγον να κανονιοβοληθή. (32, 262, 265, 366)
paragraph: — Θέλω ένα δαμαλάκι! (Θόρυβος και γέλωτες). (779, 2359, 1011, 2389)
paragraph: — Δεν πειράζει. Δεν θα μας χρειασθούν καλλίτερα! (32, 1731, 265, 1760)
column-1 (32, 50, 271, 2576)
paragraph: ΜΑΡΤΥΣ. Αυτήκοος δεν είμαι. Αλλά το ήκουσα παρ’ άλλων των άλλων. (32, 640, 265, 668)
paragraph: ΜΑΡΤΥΣ. Όχι, αλλά μού είπεν ο τηλεγραφητής Σκλάβα ότι το έχει. Τώρα είμαι εις το τηλεγραφείο. (779, 1997, 1011, 2041)
paragraph: ΠΡΟΕΔΡΟΣ. Πού το ήξευρες σύ; (790, 1786, 981, 1800)
paragraph: ΠΡΟΕΔΡΟΣ. Όχι μόνον είχε περάσει, αλλά και έσβη και το επεισόδιον επέπρασεν και 20 ώραις! (281, 217, 513, 261)
paragraph: ΜΑΡΤΥΣ. Μίαν νύκτα είδα φώτα μακράν στη θάλασσα. Διέταξα λοιπόν την πελεμικήν έγερσιν του πληρώματος. Ευρέθη ο υπηρετικός και μού λέγει: (281, 338, 513, 411)
paragraph: ΛΕΒΙΔΗΣ. Τό λέγω, διότι πρέπει επί τέλους να γνωσθή η αλήθεια. (Εύγε! Εύγε! Χειροκροτήματα εκ του ακροατηρίου). (1027, 1369, 1260, 1428)
paragraph: ΜΑΡΤΥΣ. Μάλιστα. Ηδύνατο να αναπτύξη ταχύτητα 14 μιλίων. (1027, 1742, 1260, 1771)
column-3 (530, 50, 769, 2576)
paragraph: ΜΑΡΤΥΣ. Αλλ’ ο αρχηγός δεν εδώκε καμμίαν διαταγήν. Τέλος πάντων ο πρίγκηψ έσχησε τον «Κανάρην» και έδωσε την αίσθησιν τότε του Πλατάμωνος, ο οποίος ήτο ατελείωτα. Οί άνθρωποι του φρουρίου στρατιώται δεν ήσαν φρουρά. Ήταν στρατιώται κατά τρόπον ως οποίους φυλάττοντας αυτούς ως μία και κρεμάμενοι ότι δεν θα φύγουν, τόσον και με του φυλάκους ταύτα. Αν δεν μας εκεί είχαν και μας ήρθεν και έτσι απο τάς δύνανται. Είς δε το πλοίο τα φέρουν την 20ην εις την Κρήτην, δηλαδή δια την ανάγκην του αρχηγού δια να αναγγείλω. (779, 609, 1011, 834)
paragraph: Εν τέλει λέγει ότι σας πώς, κύριοι ναυτοδίκαι, ότι ύστερα από όλην αυτήν την πορείαν έγεινε ο βομβαρδισμός του Πλαταμώνος. Ο κάθε τις των στρατιωτών δεν έγεινεν, μολονότι ήσαν πολλοί χιλιάδες σάκκων. Αν και ο κυβερνήτης του «Αλφειού» ειδοποίησε τον αρχηγόν ότι ήρχισε ο πόλεμος ο αρχηγός απήντησεν: (32, 1988, 265, 2138)
paragraph: Άνωχώρησεν ο κ. Μιαούλης. Μετ’ ολίγον δε ανεκοινώθη παρά του μοιράρχου είς άλλο μέρος και τα μικρά πλοία η εξής διαταγή: (529, 640, 762, 698)
paragraph: Μη γελάτε. Είνε να κλαίη κανείς. Μόνον ο αρχηγός ηθέλησε να έχη τέτοια ανασύνδεσιν! (779, 2390, 1011, 2434)
paragraph: ΜΑΡΤΥΣ. Είς την Αικατερίνην εντός του βάθους οί Τούρκοι είχαν περί τα 80 περίπου άτομα. Επερίμεναν όλα από την Βέρνην και τα πέριξ του Τεγερτεν. Τις έδωσε την διαταγήν δια να ανηγγείλα εις την αξιωματικήν τους. Μου λένε: (779, 1213, 1011, 1317)
paragraph: Β. ΕΠΙΤΡΟΠΟΣ. Πού; (44, 956, 171, 970)
paragraph: ΓΟΥΔΑΣ. Είπατε ότι απεδείξατε περί την ανάγκην τουρκικού λεξικού; (281, 2264, 513, 2294)
paragraph: ΠΡΟΕΔΡΟΣ. Ο κυβερνήτης των «Ψαρρών»; (32, 519, 265, 547)
paragraph: ’Αναφέρει κατόπιν την επιμόνησιν του κ. Καρμπούνη «Τούρκοι, Τούρκοι!», η οποία μετέδωκε τον πανικόν εις τον κ. Σαχτούρην, ο οποίος έθεώρη τρεξίων τα μαλλιά του ως θέλων να τα ξεριζώση! Έπίσης όταν έγεινεν η απόβασις, η μάλλον η απόπειρα της αποβάσεως εις την Αικατερίνην, ηρώτησαν οι αξιωματικοί τον αρχηγόν, εάν θα καύσουν την αποβάθραν, η οποία φυσικά έπρεπε να καή πρώτα. Ο αρχηγός είπε πάλιν και τότε. (32, 51, 265, 246)
paragraph: εκείνην. Ήλθε ο νομάρχης εις το τηλεγραφείον και τού είπα ότι θέλω να μεταβώ εις Λάρισαν. Έγω εξεφόρησα να τηλεγραφήσω μήπως προφθάσω να γνωρίσω ότι όλα τα ηθέλησε και τον συλλάβωσι εκεί και τα έτσι τα έβαλαν εις τον Λεπτοκαρυάν. (779, 51, 1011, 170)
paragraph: ΠΡΟΕΔΡΟΣ. Μή υπήρχον και ιδιαίτερα; (281, 695, 513, 724)
paragraph: ΒΛΑΧΟΠΟΥΛΟΣ (Ναυτοδίκης). Έγεινε καμμία βλάβη είς το πλοίον σας; (1027, 1933, 1260, 1977)
paragraph: ΠΡΟΕΔΡΟΣ. Καμμίαν άλλην ερώτησιν; (529, 141, 762, 170)
paragraph: ΠΡΟΕΔΡΟΣ. Από το σπίτι του δεν μας ενδιαφέρει με έχετε. Τίποτε ιδιαίτερα και μυστικά μήπως είχεν από πουθενά; (281, 756, 513, 814)
paragraph: Ο σημαιοφόρος κ. ΑΘΑΝΑΣΙΑΔΗΣ καταθέτει τα εξής ανέκδοτον. (32, 1042, 265, 1070)
paragraph: Προσέρχεται ο επί των «Ψαρρών» μηχανικός κατά τον πόλεμον κ. Λ. ΑΝΤΩΝΙΑΔΗΣ. Έρωτώμενος περί της ταχύτητος των πλοίων, λέγει ότι η άλλη ταχύτης της μοίρας ήτο ικανοποιητική. Ότι παρέσχε ικανοποιητικά δια την μεγαλυτέραν πείραν τινών, αλλά μόνον διά να αναπτύξουν οι τάχιστοι τροφίμων, ότι είναι το πλοίον. Ήδη και εις τα πλοία και την εξοπλισμό. (1027, 1471, 1260, 1635)
paragraph: — Δεν είνε προσηλιακώς το στόλο να εξέλθουν τα πλοία ως κάνωμεν να ετοιμάσωμεν μαζί τούτο το στόλο. — μού απήντησε. (779, 1363, 1011, 1423)
paragraph: ΜΑΡΤΥΣ. Βεβαίως. Και κατόπιν μαλλον έχω εκ του πόλεμος ο αρχηγός είπεν, ότι μετενέγκει διότι δεν έστειλε το τηλεγράφημα εκείνο, διότι και το λεξικόν και τα άλλα βιβλία θα ήσαν χρήσιμα. (529, 51, 762, 140)
paragraph: Ο κ. ΠΑΝΑΣ σημαιοφόρος λέγει ότι από αρχής εις τας «Σπέτσας» ο Δανός ναύαρχος Χρίστμας, εχρησιμοποίει τον αρχηγόν, δστις έχει εκδηλωθή εκτητικός από το ίδιο. Όταν επήγαμε εις την διασυνοικίαν με τον αρχηγόν, ότι ο έδιδε και έθελε να εξετάσωσι την καλήν στάσιν τουρκικών αποστολών πυργίων, ένεκα πολέμου εις Θεσσαλονίκην ήσαν 4 τορπιλικά και 2 τορπιλλοβόλα και ούτω πολεμικά πλοία καθ’ όλην την εκδήλωσιν, τον διάρκειαν του στόλου και τα άλλα τούτου. Και ο αρχηγός δεν ήθελε και δεν επρεπε να σταματήσει τα πλοία εκτός των Δαρδανελλίων πριν ή τινος στόλος του αντιπολεμικού, και ίσως διαφορετικά τα πλοία εκ των άλλων στόλων και καλή κατάστασις. (1027, 393, 1260, 678)
paragraph: Την στιγμήν εκείνην εγείρεται ο κ. ΛΕΒΙΔΗΣ. Παρακάλεσα, κύριοι, λέγει, ότι η ποιότης των γαιανθράκων ήτο αίσχίστη, αλλά το τοιούτον οφείλεται είς το ότι εγένοντο αί αποθήκαι παρελάβησαν τους αντίστοιχους άνθρακας, και ότι δεν είχε δυνατόν να κατεβάση την εξασθενισιν του στόλου και άλλας περιορισμούς υπό την καλήν ποιότητα του στόλου. (1027, 947, 1260, 1096)
paragraph: ΠΡΟΕΔΡΟΣ. Τίποτε άλλο; Ή υπεράσπισις! (1027, 292, 1260, 321)
paragraph: ΑΡΒΑΝΙΤΗΣ (Ναυτοδίκης). Δεν επήρατε τας πληροφορίας αυτάς, επήρατε τίποτε σημειώσεις; (779, 1424, 1011, 1468)
